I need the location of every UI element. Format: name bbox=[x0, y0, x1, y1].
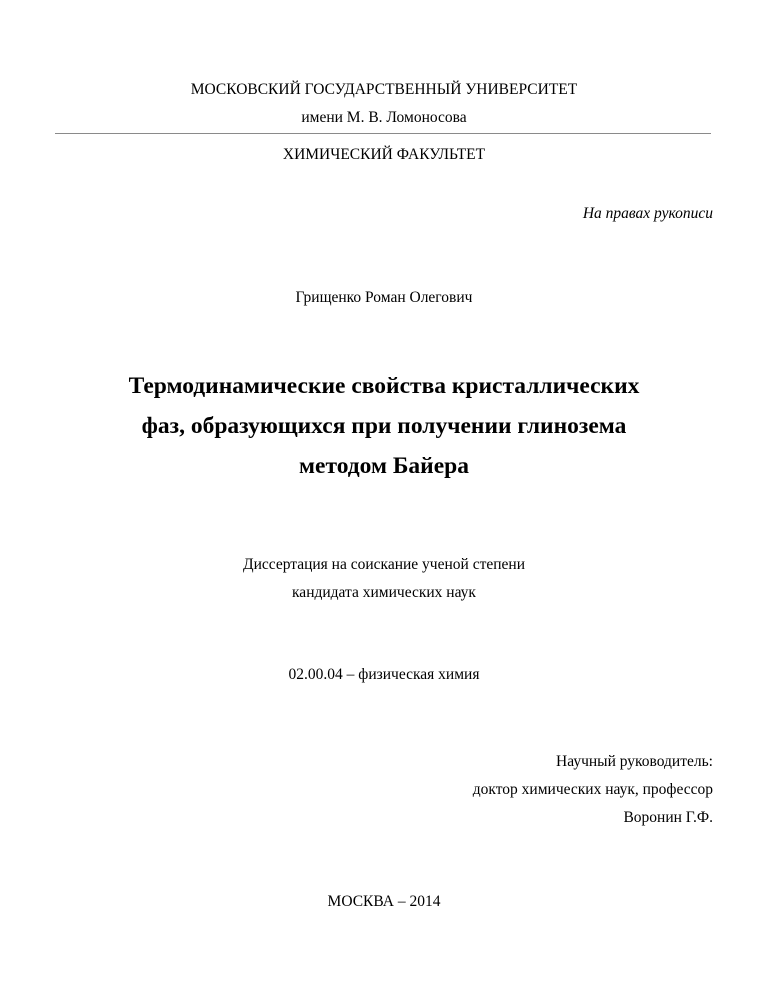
supervisor-label: Научный руководитель: bbox=[556, 753, 713, 770]
faculty-name: ХИМИЧЕСКИЙ ФАКУЛЬТЕТ bbox=[282, 146, 486, 163]
degree-line-2: кандидата химических наук bbox=[292, 584, 476, 601]
header-divider bbox=[55, 133, 711, 134]
manuscript-note: На правах рукописи bbox=[582, 205, 713, 222]
degree-line-1: Диссертация на соискание ученой степени bbox=[243, 556, 525, 573]
city-year: МОСКВА – 2014 bbox=[327, 893, 441, 910]
university-name: МОСКОВСКИЙ ГОСУДАРСТВЕННЫЙ УНИВЕРСИТЕТ bbox=[190, 81, 578, 98]
supervisor-name: Воронин Г.Ф. bbox=[623, 809, 713, 826]
title-line: Термодинамические свойства кристаллических bbox=[128, 373, 640, 399]
supervisor-credentials: доктор химических наук, профессор bbox=[472, 781, 713, 798]
title-line: методом Байера bbox=[299, 453, 469, 479]
author-name: Грищенко Роман Олегович bbox=[295, 289, 473, 306]
university-named-after: имени М. В. Ломоносова bbox=[301, 109, 467, 126]
dissertation-title bbox=[60, 366, 708, 486]
title-line: фаз, образующихся при получении глинозема bbox=[141, 413, 627, 439]
specialty: 02.00.04 – физическая химия bbox=[288, 666, 480, 683]
